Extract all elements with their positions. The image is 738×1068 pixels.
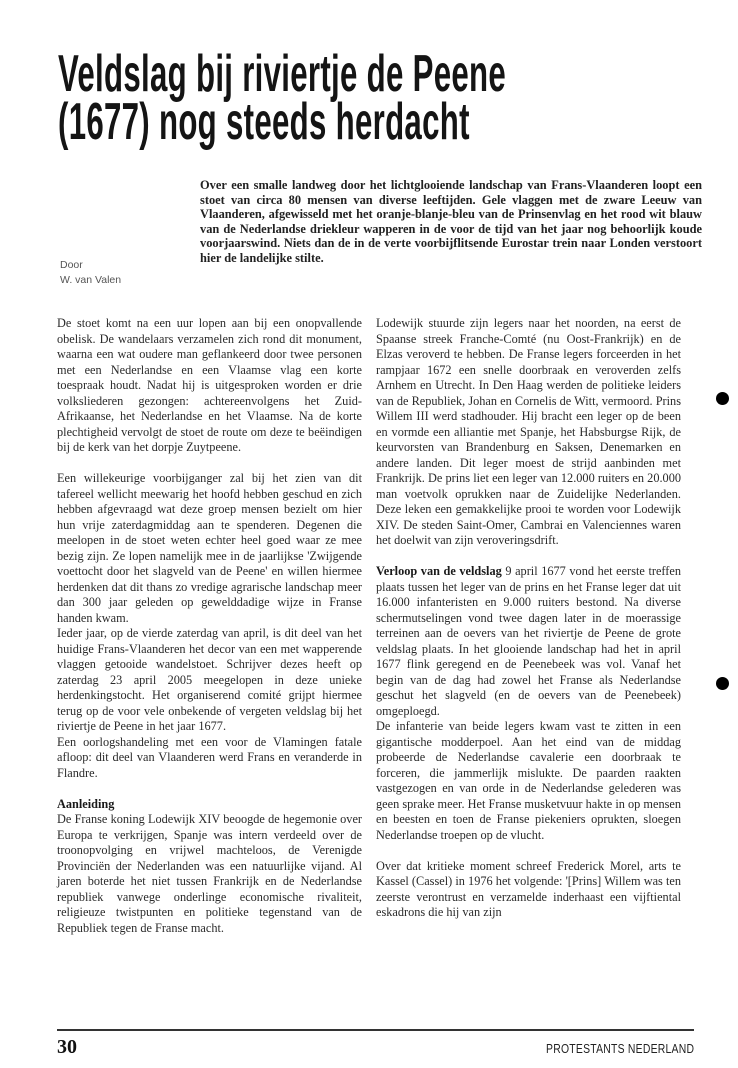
left-column	[57, 316, 362, 936]
title-line-2: (1677) nog steeds herdacht	[58, 93, 470, 151]
article-lede: Over een smalle landweg door het lichtglooiende landschap van Frans-Vlaanderen loopt een stoet van circa 80 mensen van diverse leeftijden. Gele vlaggen met de zware Leeuw van Vlaanderen, afgewisseld met het oranje-blanje-bleu van de Prinsenvlag en het rood wit blauw van de Nederlandse driekleur wapperen in de voor de tijd van het jaar nog behoorlijk koude voorjaarswind. Niets dan de in de verte voorbijflitsende Eurostar trein naar Londen verstoort hier de landelijke stilte.	[200, 178, 702, 265]
byline-author: W. van Valen	[60, 274, 122, 286]
punch-hole	[716, 392, 729, 405]
section-heading-aanleiding: Aanleiding	[57, 796, 115, 811]
paragraph: Een willekeurige voorbijganger zal bij het zien van dit tafereel wellicht meewarig het hoofd hebben geschud en zich hebben afgevraagd wat deze groep mensen bezielt om hier hun vrije zaterdagmiddag aan te spenderen. Degenen die meelopen in de stoet weten echter heel goed waar ze mee bezig zijn. Ze lopen namelijk mee in de jaarlijkse 'Zwijgende voettocht door het slagveld van de Peene' en willen hiermee herdenken dat dit thans zo vredige agrarische landschap meer dan 300 jaar geleden op gewelddadige wijze in Franse handen kwam.	[57, 471, 362, 625]
page-number: 30	[57, 1036, 77, 1058]
paragraph: Lodewijk stuurde zijn legers naar het noorden, na eerst de Spaanse streek Franche-Comté (nu Oost-Frankrijk) en de Elzas veroverd te hebben. De Franse legers forceerden in het rampjaar 1672 een snelle doorbraak en veroverden zelfs Arnhem en Utrecht. In Den Haag werden de politieke leiders van de Republiek, Johan en Cornelis de Witt, vermoord. Prins Willem III werd stadhouder. Hij bracht een leger op de been en vormde een alliantie met Spanje, het Habsburgse Rijk, de keurvorsten van Brandenburg en Saksen, Denemarken en andere landen. Dit leger moest de strijd aanbinden met Frankrijk. De prins liet een leger van 12.000 ruiters en 20.000 man voetvolk oprukken naar de Zuidelijke Nederlanden. Deze leken een gemakkelijke prooi te worden voor Lodewijk XIV. De steden Saint-Omer, Cambrai en Valenciennes waren het doelwit van zijn veroveringsdrift.	[376, 316, 681, 547]
byline	[60, 258, 121, 288]
magazine-name: PROTESTANTS NEDERLAND	[545, 1041, 694, 1056]
byline-label: Door	[60, 259, 83, 271]
punch-hole	[716, 677, 729, 690]
footer-rule	[57, 1029, 694, 1031]
paragraph	[376, 564, 681, 719]
paragraph: Een oorlogshandeling met een voor de Vlamingen fatale afloop: dit deel van Vlaanderen werd Frans en veranderde in Flandre.	[57, 734, 362, 780]
section-heading-verloop: Verloop van de veldslag	[376, 564, 502, 578]
paragraph: De Franse koning Lodewijk XIV beoogde de hegemonie over Europa te verkrijgen, Spanje was intern verdeeld over de troonopvolging en vrijwel machteloos, de Verenigde Provinciën der Nederlanden was een natuurlijke vijand. Al jaren boterde het niet tussen Frankrijk en de Nederlandse republiek vanwege onderlinge economische rivaliteit, religieuze twistpunten en politieke tegenstand van de Republiek tegen de Franse macht.	[57, 812, 362, 935]
title-line-1: Veldslag bij riviertje de Peene	[58, 45, 507, 103]
paragraph: De stoet komt na een uur lopen aan bij een onopvallende obelisk. De wandelaars verzamelen zich rond dit monument, waarna een wat oudere man geflankeerd door twee personen met een Nederlandse en een Vlaamse vlag een korte toespraak houdt. Nadat hij is uitgesproken worden er drie volksliederen gezongen: achtereenvolgens het Zuid-Afrikaanse, het Nederlandse en het Vlaamse. Na de korte plechtigheid vervolgt de stoet de route om deze te beëindigen bij de kerk van het dorpje Zuytpeene.	[57, 316, 362, 454]
article-title	[58, 45, 658, 151]
right-column	[376, 316, 681, 921]
paragraph: Ieder jaar, op de vierde zaterdag van april, is dit deel van het huidige Frans-Vlaanderen het decor van een met wapperende vlaggen getooide wandelstoet. Schrijver dezes heeft op zaterdag 23 april 2005 meegelopen in deze unieke herdenkingstocht. Het organiserend comité grijpt hiermee terug op de voor vele onbekende of vergeten veldslag bij het riviertje de Peene in het jaar 1677.	[57, 626, 362, 733]
paragraph: Over dat kritieke moment schreef Frederick Morel, arts te Kassel (Cassel) in 1976 het volgende: '[Prins] Willem was ten zeerste verontrust en verzamelde inderhaast een vijftiental eskadrons die hij van zijn	[376, 858, 681, 919]
paragraph: De infanterie van beide legers kwam vast te zitten in een gigantische modderpoel. Aan het eind van de middag probeerde de Nederlandse cavalerie een doorbraak te forceren, die jammerlijk mislukte. De paarden raakten vastgezogen en van orde in de Nederlandse gelederen was geen sprake meer. Het Franse musketvuur hakte in op mensen en beesten en toen de Franse piekeniers oprukten, sloegen Nederlandse troepen op de vlucht.	[376, 719, 681, 842]
paragraph-text: 9 april 1677 vond het eerste treffen plaats tussen het leger van de prins en het Franse leger dat uit 16.000 infanteristen en 9.000 ruiters bestond. Na diverse schermutselingen vond twee dagen later in de moerassige terreinen aan de oevers van het riviertje de Peene de grote veldslag plaats. In het glooiende landschap had het in april 1677 flink geregend en de Peenebeek was vol. Vanaf het begin van de dag had zowel het Franse als Nederlandse geschut het slagveld (en de oevers van de Peenebeek) omgeploegd.	[376, 564, 681, 718]
